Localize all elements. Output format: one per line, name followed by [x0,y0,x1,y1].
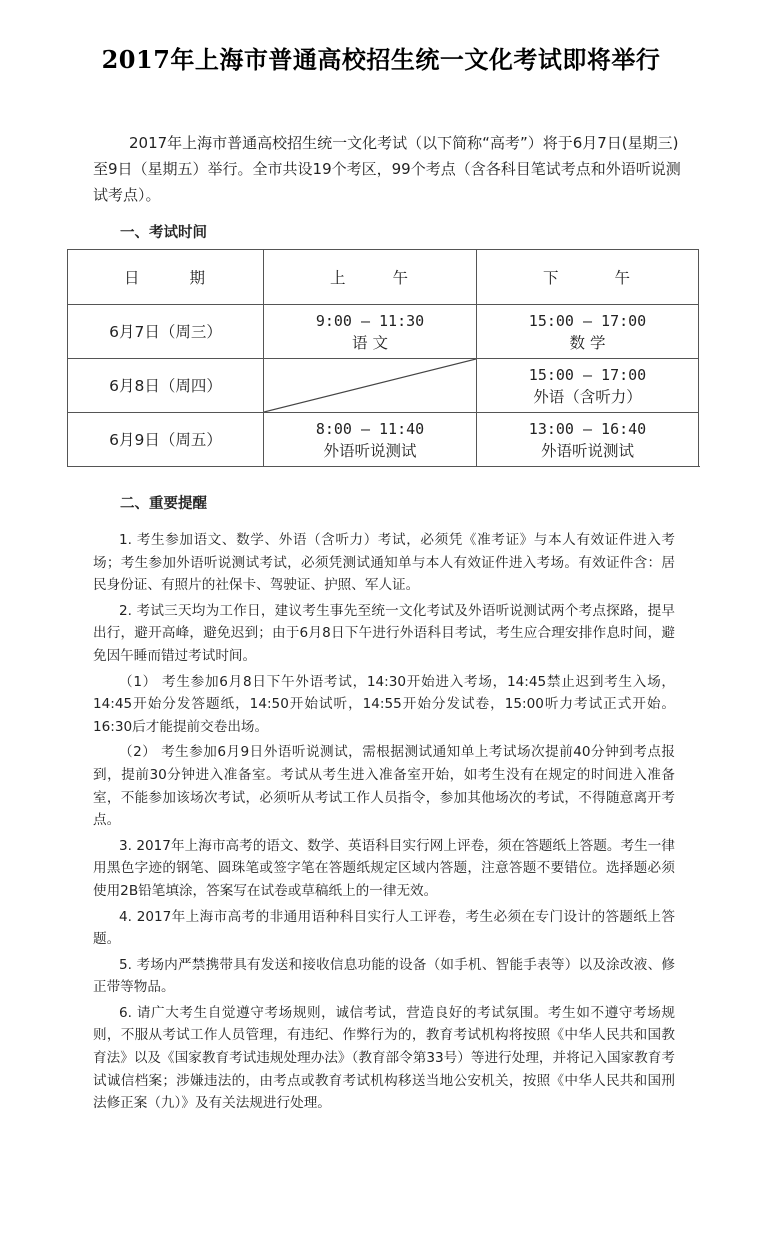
diagonal-slash [264,359,476,412]
table-row [68,359,699,413]
table-edge-tick [697,466,700,467]
article-title: 2017年上海市普通高校招生统一文化考试即将举行 [101,45,661,74]
reminder-paragraph: 3. 2017年上海市高考的语文、数学、英语科目实行网上评卷，须在答题纸上答题。考生一律用黑色字迹的钢笔、圆珠笔或签字笔在答题纸规定区域内答题，注意答题不要错位。选择题必须使用2B铅笔填涂，答案写在试卷或草稿纸上的一律无效。 [93,837,675,899]
header-date-char: 期 [189,269,207,287]
afternoon-time: 13:00 — 16:40 [528,419,647,438]
exam-schedule-table [67,249,699,467]
reminder-paragraph: 6. 请广大考生自觉遵守考场规则，诚信考试，营造良好的考试氛围。考生如不遵守考场规则，不服从考试工作人员管理，有违纪、作弊行为的，教育考试机构将按照《中华人民共和国教育法》以及《国家教育考试违规处理办法》（教育部令第33号）等进行处理，并将记入国家教育考试诚信档案；涉嫌违法的，由考点或教育考试机构移送当地公安机关，按照《中华人民共和国刑法修正案（九）》及有关法规进行处理。 [93,1004,675,1112]
date-cell: 6月9日（周五） [68,413,264,467]
header-date-cell [68,250,264,305]
reminders-list [93,529,675,1118]
afternoon-cell [477,305,699,359]
reminder-paragraph: 2. 考试三天均为工作日，建议考生事先至统一文化考试及外语听说测试两个考点探路，提早出行，避开高峰，避免迟到；由于6月8日下午进行外语科目考试，考生应合理安排作息时间，避免因午睡而错过考试时间。 [93,602,675,664]
afternoon-cell [477,359,699,413]
table-header-row [68,250,699,305]
table-row [68,413,699,467]
header-morning-char: 上 [330,269,348,287]
table-row [68,305,699,359]
header-afternoon-char: 午 [614,269,632,287]
date-cell: 6月7日（周三） [68,305,264,359]
reminder-paragraph: 1. 考生参加语文、数学、外语（含听力）考试，必须凭《准考证》与本人有效证件进入考场；考生参加外语听说测试考试，必须凭测试通知单与本人有效证件进入考场。有效证件含：居民身份证、有照片的社保卡、驾驶证、护照、军人证。 [93,532,675,594]
intro-paragraph: 2017年上海市普通高校招生统一文化考试（以下简称“高考”）将于6月7日(星期三)至9日（星期五）举行。全市共设19个考区，99个考点（含各科目笔试考点和外语听说测试考点）。 [93,134,681,204]
afternoon-time: 15:00 — 17:00 [528,311,647,330]
reminder-paragraph: 4. 2017年上海市高考的非通用语种科目实行人工评卷，考生必须在专门设计的答题纸上答题。 [93,908,675,948]
morning-cell [264,413,477,467]
header-morning-char: 午 [392,269,410,287]
date-cell: 6月8日（周四） [68,359,264,413]
header-afternoon-char: 下 [543,269,561,287]
afternoon-subject: 外语（含听力） [533,387,642,406]
section-heading-exam-time: 一、考试时间 [120,225,207,241]
header-afternoon-cell [477,250,699,305]
afternoon-cell [477,413,699,467]
afternoon-subject: 数 学 [569,333,606,352]
reminder-paragraph: （1） 考生参加6月8日下午外语考试，14:30开始进入考场，14:45禁止迟到考生入场，14:45开始分发答题纸，14:50开始试听，14:55开始分发试卷，15:00听力考试正式开始。16:30后才能提前交卷出场。 [93,673,675,735]
section-heading-reminders: 二、重要提醒 [120,496,207,512]
morning-cell-empty [264,359,477,413]
afternoon-subject: 外语听说测试 [540,441,634,460]
header-date-char: 日 [124,269,142,287]
morning-cell [264,305,477,359]
header-morning-cell [264,250,477,305]
morning-subject: 语 文 [352,333,388,352]
reminder-paragraph: （2） 考生参加6月9日外语听说测试，需根据测试通知单上考试场次提前40分钟到考点报到，提前30分钟进入准备室。考试从考生进入准备室开始，如考生没有在规定的时间进入准备室，不能参加该场次考试，必须听从考试工作人员指令，参加其他场次的考试，不得随意离开考点。 [93,744,675,829]
morning-subject: 外语听说测试 [323,441,417,460]
reminder-paragraph: 5. 考场内严禁携带具有发送和接收信息功能的设备（如手机、智能手表等）以及涂改液、修正带等物品。 [93,956,675,996]
morning-time: 9:00 — 11:30 [315,311,425,330]
morning-time: 8:00 — 11:40 [315,419,425,438]
afternoon-time: 15:00 — 17:00 [528,365,647,384]
